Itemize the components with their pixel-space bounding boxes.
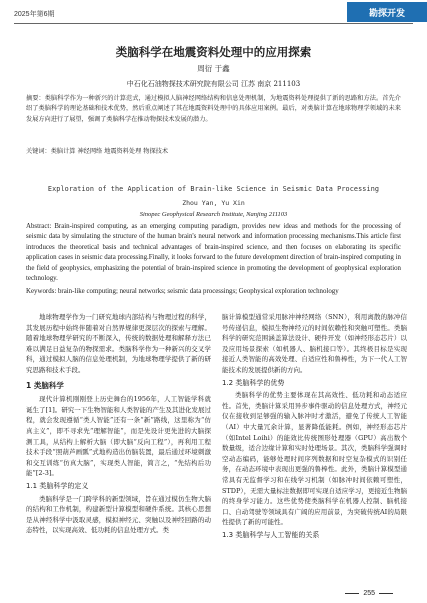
affiliation-cn: 中石化石油物探技术研究院有限公司 江苏 南京 211103	[126, 80, 301, 88]
keywords-en: Keywords: brain-like computing; neural networks; seismic data processings; Geophysical exploration technology	[26, 288, 339, 295]
authors-cn: 周衍 于鑫	[197, 64, 230, 73]
section-heading: 1 类脑科学	[26, 380, 64, 390]
authors-en: Zhou Yan, Yu Xin	[182, 199, 245, 207]
page-number	[343, 590, 395, 597]
intro-paragraph: 地球物理学作为一门研究地球内部结构与物理过程的科学，其发展历程中始终伴随着对自然界规律更深层次的探索与理解。随着地球物理学研究的不断深入，传统的数据处理和解释方法已难以满足日益复杂的物探需求。类脑科学作为一种新兴的交叉学科，通过模拟人脑的信息处理机制，为地球物理学提供了新的研究思路和技术手段。	[26, 313, 211, 374]
keywords-cn: 关键词：类脑计算 神经网络 地震资料处理 物探技术	[26, 148, 169, 155]
page-number-dash-right	[379, 593, 393, 594]
affiliation-en: Sinopec Geophysical Research Institute, Nanjing 211103	[139, 211, 288, 218]
continued-paragraph: 脑计算模型通常采用脉冲神经网络（SNN），利用离散的脉冲信号传递信息，模拟生物神经元的时间依赖性和突触可塑性。类脑科学的研究范围涵盖算法设计、硬件开发（如神经形态芯片）以及应用场景探索（如机器人、脑机接口等）。其终极目标是实现接近人类智能的高效处理、自适应性和鲁棒性，为下一代人工智能技术的发展提供新的方向。	[222, 313, 407, 374]
header-divider	[14, 23, 413, 24]
subsection-heading: 1.2 类脑科学的优势	[222, 378, 285, 387]
abstract-cn: 摘要：类脑科学作为一种新兴的计算范式，通过模拟人脑神经网络结构和信息处理机制，为地震资料处理提供了新的思路和方法。首先介绍了类脑科学的理论基础和技术优势，然后重点阐述了其在地震资料处理中的具体应用案例。最后，对类脑计算在地球物理学领域的未来发展方向进行了展望，强调了类脑科学在推动物探技术发展的潜力。	[26, 95, 401, 123]
abstract-en: Abstract: Brain-inspired computing, as an emerging computing paradigm, provides new ideas and methods for the processing of seismic data by simulating the structure of the human brain's neural network and information processing mechanisms.This article first introduces the theoretical basis and technical advantages of brain-inspired science, and then focuses on elaborating its specific application cases in seismic data processing.Finally, it looks forward to the future development direction of brain-inspired computing in the field of geophysics, emphasizing the potential of brain-inspired science in promoting the development of geophysical exploration technology.	[26, 223, 401, 283]
page-number-dash-left	[345, 593, 359, 594]
subsection-heading: 1.1 类脑科学的定义	[26, 481, 89, 490]
body-right-column	[222, 312, 407, 542]
section-paragraph: 现代计算机刚刚登上历史舞台的1956年，人工智能学科就诞生了[1]。研究一下生物智能和人类智能的产生及其进化发展过程，就会发现遵循“类人智能”还有一条“新”路线，这里称为“仿真主义”，即不寻求先“理解智能”，而是先设计更先进的大脑探测工具，从结构上解析大脑（即大脑“反向工程”），再利用工程技术手段“照葫芦画瓢”式地构造出仿脑装置，最后通过环境刺激和交互训练“仿真大脑”，实现类人智能，简言之，“先结构后功能”[2-3]。	[26, 395, 211, 478]
paper-title-en: Exploration of the Application of Brain-like Science in Seismic Data Processing	[47, 185, 380, 193]
body-left-column	[26, 312, 211, 536]
subsection-heading: 1.3 类脑科学与人工智能的关系	[222, 530, 320, 539]
column-badge: 勘探开发	[347, 2, 427, 22]
subsection-paragraph: 类脑科学是一门跨学科的新型领域，旨在通过模仿生物大脑的结构和工作机制，构建新型计算模型和硬件系统。其核心思想是从神经科学中汲取灵感，模拟神经元、突触以及神经回路的动态特性，以实现高效、低功耗的信息处理方式。类	[26, 494, 211, 535]
page-number-value: 255	[363, 590, 376, 597]
subsection-paragraph: 类脑科学的优势主要体现在其高效性、低功耗和动态适应性。首先，类脑计算采用异步事件驱动的信息处理方式，神经元仅在接收到足够强的输入脉冲时才激活，避免了传统人工智能（AI）中大量冗余计算，显著降低能耗。例如，神经形态芯片（如Intel Loihi）的能效比传统图形处理器（GPU）高出数个数量级，适合边缘计算和实时处理场景。其次，类脑科学强调时空动态编码，能够处理时间序列数据和时空复杂模式的识别任务，在动态环境中表现出更强的鲁棒性。此外，类脑计算模型通常具有无监督学习和在线学习机制（如脉冲时间依赖可塑性，STDP），无需大量标注数据即可实现自适应学习，更接近生物脑的终身学习能力。这些优势使类脑科学在机器人控制、脑机接口、自动驾驶等领域具有广阔的应用前景，为突破传统AI的局限性提供了新的可能性。	[222, 391, 407, 527]
paper-title-cn: 类脑科学在地震资料处理中的应用探索	[115, 45, 312, 59]
issue-label: 2025年第6期	[14, 11, 55, 18]
